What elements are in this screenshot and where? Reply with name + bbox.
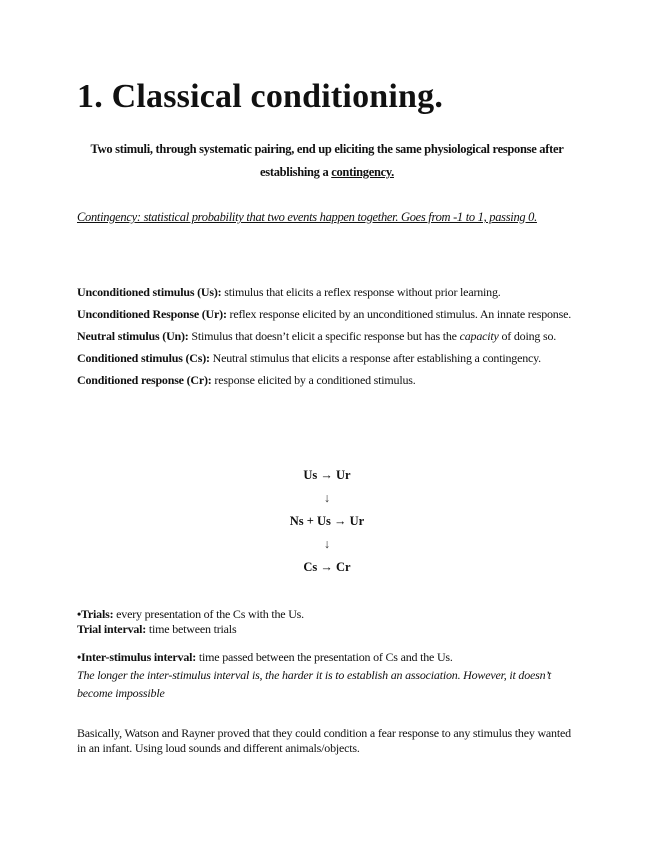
diagram-row-cs-cr: Cs → Cr bbox=[303, 560, 351, 574]
trial-interval-term: Trial interval: bbox=[77, 622, 147, 636]
subtitle-underlined: contingency. bbox=[331, 165, 394, 179]
isi-line bbox=[77, 648, 577, 666]
definition-italic: capacity bbox=[459, 329, 499, 343]
trial-interval-text: time between trials bbox=[146, 622, 237, 636]
definition-term: Neutral stimulus (Un): bbox=[77, 329, 189, 343]
trials-line bbox=[77, 607, 577, 622]
definition-text: Neutral stimulus that elicits a response after establishing a contingency. bbox=[209, 351, 541, 365]
definition-term: Conditioned stimulus (Cs): bbox=[77, 351, 210, 365]
definition-cr bbox=[77, 373, 577, 387]
definition-term: Conditioned response (Cr): bbox=[77, 373, 212, 387]
diagram-row-ns-us-ur: Ns + Us → Ur bbox=[289, 514, 365, 528]
isi-text: time passed between the presentation of Cs and the Us. bbox=[196, 650, 453, 664]
trials-section bbox=[77, 607, 577, 637]
definition-text: reflex response elicited by an unconditioned stimulus. An innate response. bbox=[226, 307, 572, 321]
page-title: 1. Classical conditioning. bbox=[77, 78, 444, 115]
definitions-list bbox=[77, 285, 577, 395]
contingency-note: Contingency: statistical probability that two events happen together. Goes from -1 to 1, passing 0. bbox=[77, 210, 537, 224]
definition-ur bbox=[77, 307, 577, 321]
trials-term: •Trials: bbox=[77, 607, 114, 621]
subtitle bbox=[77, 138, 577, 184]
down-arrow-icon: ↓ bbox=[323, 537, 331, 551]
definition-text: stimulus that elicits a reflex response without prior learning. bbox=[221, 285, 501, 299]
isi-term: •Inter-stimulus interval: bbox=[77, 650, 197, 664]
inter-stimulus-section bbox=[77, 648, 577, 702]
definition-cs bbox=[77, 351, 577, 365]
trial-interval-line bbox=[77, 622, 577, 637]
definition-text: response elicited by a conditioned stimulus. bbox=[211, 373, 416, 387]
diagram-row-us-ur: Us → Ur bbox=[303, 468, 351, 482]
subtitle-text: Two stimuli, through systematic pairing, end up eliciting the same physiological response after establishing a bbox=[90, 142, 564, 179]
definition-term: Unconditioned stimulus (Us): bbox=[77, 285, 222, 299]
definition-text: Stimulus that doesn’t elicit a specific response but has the bbox=[188, 329, 460, 343]
definition-un bbox=[77, 329, 577, 343]
down-arrow-icon: ↓ bbox=[323, 491, 331, 505]
conditioning-diagram bbox=[77, 467, 577, 582]
definition-text: of doing so. bbox=[498, 329, 557, 343]
isi-italic-note: The longer the inter-stimulus interval is, the harder it is to establish an association. However, it doesn’t become impossible bbox=[77, 668, 552, 700]
definition-term: Unconditioned Response (Ur): bbox=[77, 307, 227, 321]
definition-us bbox=[77, 285, 577, 299]
trials-text: every presentation of the Cs with the Us. bbox=[113, 607, 304, 621]
summary-paragraph: Basically, Watson and Rayner proved that they could condition a fear response to any stimulus they wanted in an infant. Using loud sounds and different animals/objects. bbox=[77, 726, 571, 755]
